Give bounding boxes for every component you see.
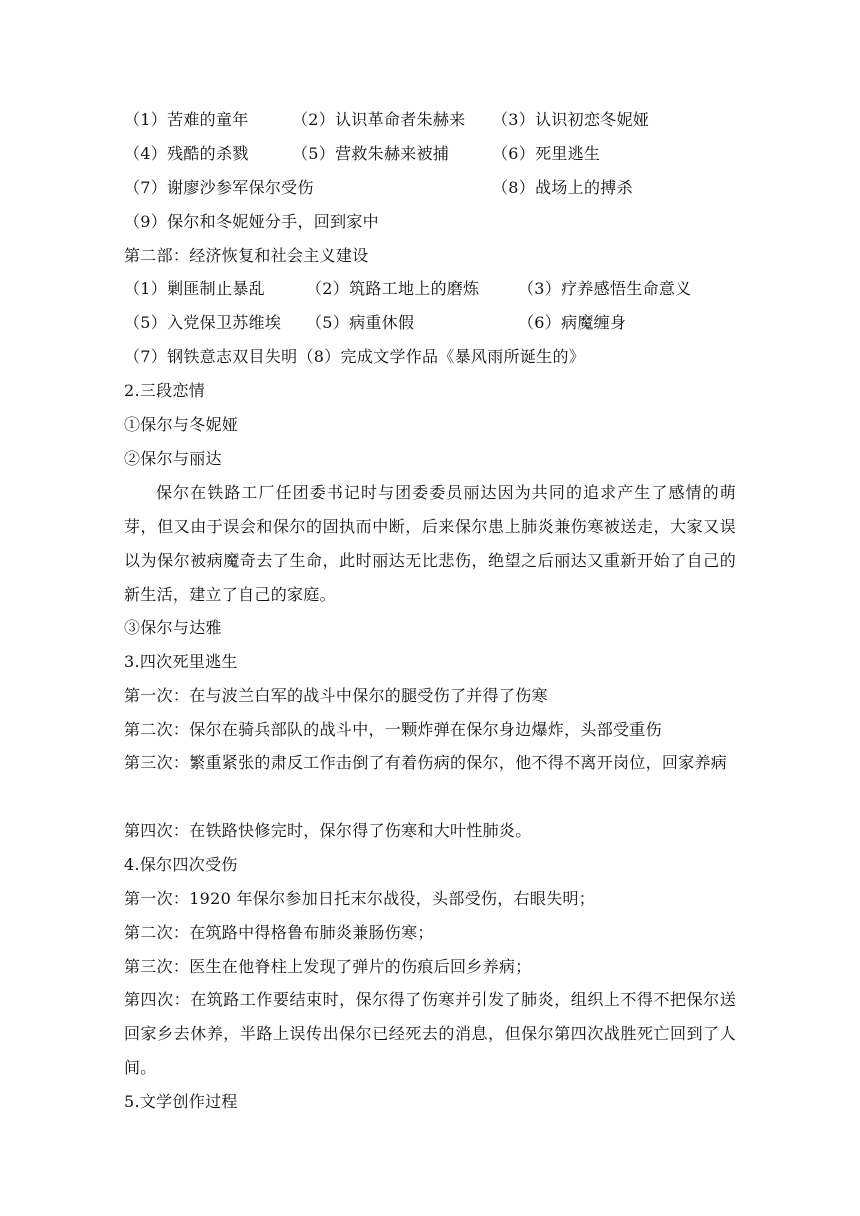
part1-row-1 xyxy=(124,103,744,136)
part1-row-3 xyxy=(124,171,744,204)
list-item: ③保尔与达雅 xyxy=(124,618,222,637)
list-item: （9）保尔和冬妮娅分手，回到家中 xyxy=(124,212,379,231)
romances-heading xyxy=(124,374,744,407)
part2-row-2 xyxy=(124,306,744,339)
list-item: 第三次：医生在他脊柱上发现了弹片的伤痕后回乡养病； xyxy=(124,957,532,976)
escape-3: 第三次：繁重紧张的肃反工作击倒了有着伤病的保尔，他不得不离开岗位，回家养病 xyxy=(124,753,728,772)
list-item: （5）营救朱赫来被捕 xyxy=(292,144,450,163)
list-item: 第一次：在与波兰白军的战斗中保尔的腿受伤了并得了伤寒 xyxy=(124,686,548,705)
section-heading: 5.文学创作过程 xyxy=(124,1092,238,1111)
list-item: （8）战场上的搏杀 xyxy=(492,178,633,197)
list-item: （3）认识初恋冬妮娅 xyxy=(492,110,650,129)
romance-item-2 xyxy=(124,442,744,475)
escapes-heading xyxy=(124,645,744,678)
romance-paragraph: 保尔在铁路工厂任团委书记时与团委委员丽达因为共同的追求产生了感情的萌芽，但又由于误会和保尔的固执而中断，后来保尔患上肺炎兼伤寒被送走，大家又误以为保尔被病魔奇去了生命，此时丽达无比悲伤，绝望之后丽达又重新开始了自己的新生活，建立了自己的家庭。 xyxy=(124,483,736,604)
list-item: （2）筑路工地上的磨炼 xyxy=(306,279,480,298)
list-item: （6）病魔缠身 xyxy=(518,313,627,332)
part1-row-4 xyxy=(124,205,744,238)
romance-item-3 xyxy=(124,611,744,644)
list-item: 第一次：1920 年保尔参加日托末尔战役，头部受伤，右眼失明； xyxy=(124,889,596,908)
list-item: （7）谢廖沙参军保尔受伤 xyxy=(124,178,314,197)
section-heading: 2.三段恋情 xyxy=(124,381,206,400)
list-item: （3）疗养感悟生命意义 xyxy=(518,279,692,298)
injury-3 xyxy=(124,950,744,983)
part1-row-2 xyxy=(124,137,744,170)
injury-2 xyxy=(124,916,744,949)
list-item: （5）入党保卫苏维埃 xyxy=(124,313,282,332)
section-heading: 4.保尔四次受伤 xyxy=(124,855,238,874)
list-item: （1）苦难的童年 xyxy=(124,110,249,129)
list-item: （1）剿匪制止暴乱 xyxy=(124,279,265,298)
list-item: （7）钢铁意志双目失明（8）完成文学作品《暴风雨所诞生的》 xyxy=(124,347,586,366)
list-item: （6）死里逃生 xyxy=(492,144,601,163)
list-item: ①保尔与冬妮娅 xyxy=(124,415,239,434)
section-title: 第二部：经济恢复和社会主义建设 xyxy=(124,246,369,265)
escape-2 xyxy=(124,713,744,746)
list-item: （2）认识革命者朱赫来 xyxy=(292,110,466,129)
part2-row-1 xyxy=(124,272,744,305)
list-item: 第二次：在筑路中得格鲁布肺炎兼肠伤寒； xyxy=(124,923,434,942)
section-heading: 3.四次死里逃生 xyxy=(124,652,238,671)
escape-4 xyxy=(124,814,744,847)
escape-1 xyxy=(124,679,744,712)
part2-title xyxy=(124,239,744,272)
injury-4: 第四次：在筑路工作要结束时，保尔得了伤寒并引发了肺炎，组织上不得不把保尔送回家乡去休养，半路上误传出保尔已经死去的消息，但保尔第四次战胜死亡回到了人间。 xyxy=(124,990,736,1077)
romance-item-1 xyxy=(124,408,744,441)
injuries-heading xyxy=(124,848,744,881)
list-item: ②保尔与丽达 xyxy=(124,449,222,468)
creation-heading xyxy=(124,1085,744,1118)
list-item: 第四次：在铁路快修完时，保尔得了伤寒和大叶性肺炎。 xyxy=(124,821,532,840)
injury-1 xyxy=(124,882,744,915)
part2-row-3 xyxy=(124,340,744,373)
list-item: （4）残酷的杀戮 xyxy=(124,144,249,163)
list-item: 第二次：保尔在骑兵部队的战斗中，一颗炸弹在保尔身边爆炸，头部受重伤 xyxy=(124,720,662,739)
list-item: （5）病重休假 xyxy=(306,313,415,332)
